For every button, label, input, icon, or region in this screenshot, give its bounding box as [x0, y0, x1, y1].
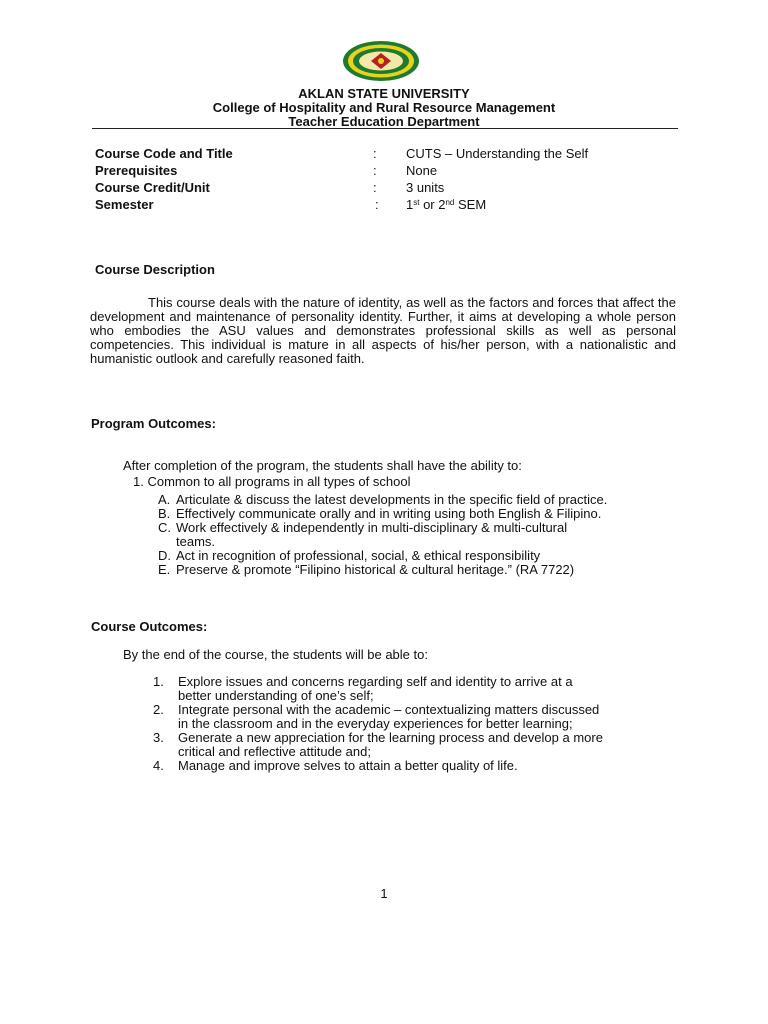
course-info-row	[95, 179, 655, 196]
program-outcomes-heading: Program Outcomes:	[91, 416, 216, 431]
program-outcome-letter: E.	[158, 562, 171, 577]
course-description-text: This course deals with the nature of identity, as well as the factors and forces that affect the development and maintenance of personality identity. Further, it aims at developing a whole person who embodies the ASU values and demonstrates professional skills as well as personal competencies. This individual is mature in all aspects of his/her person, with a nationalistic and humanistic outlook and carefully reasoned faith.	[90, 295, 676, 367]
course-outcome-text-continued: in the classroom and in the everyday experiences for better learning;	[178, 716, 573, 731]
course-description-heading: Course Description	[95, 262, 215, 277]
course-info-colon: :	[373, 163, 377, 178]
course-info-value: None	[406, 163, 438, 178]
program-outcome-text-continued: teams.	[176, 534, 216, 549]
course-info-row	[95, 145, 655, 162]
page-number: 1	[380, 886, 388, 901]
course-outcome-number: 2.	[153, 702, 164, 717]
course-outcome-number: 3.	[153, 730, 164, 745]
course-outcome-text: Manage and improve selves to attain a better quality of life.	[178, 758, 518, 773]
program-outcome-letter: B.	[158, 506, 171, 521]
program-outcome-text: Articulate & discuss the latest developments in the specific field of practice.	[176, 492, 608, 507]
course-outcomes-heading: Course Outcomes:	[91, 619, 208, 634]
course-info-label: Course Credit/Unit	[95, 180, 210, 195]
course-info-row	[95, 162, 655, 179]
university-name: AKLAN STATE UNIVERSITY	[298, 86, 470, 101]
program-outcome-text: Work effectively & independently in multi-disciplinary & multi-cultural	[176, 520, 568, 535]
course-info-colon: :	[373, 146, 377, 161]
program-outcome-text: Effectively communicate orally and in writing using both English & Filipino.	[176, 506, 602, 521]
header-divider	[92, 128, 678, 129]
course-info-row	[95, 196, 655, 213]
semester-value: 1st or 2nd SEM	[406, 197, 487, 212]
course-info-label: Prerequisites	[95, 163, 178, 178]
course-info-label: Semester	[95, 197, 154, 212]
course-info-label: Course Code and Title	[95, 146, 233, 161]
course-info-value: 3 units	[406, 180, 445, 195]
course-info-colon: :	[373, 180, 377, 195]
program-outcome-text: Preserve & promote “Filipino historical & cultural heritage.” (RA 7722)	[176, 562, 575, 577]
course-info-value: CUTS – Understanding the Self	[406, 146, 589, 161]
course-outcome-text-continued: critical and reflective attitude and;	[178, 744, 371, 759]
department-name: Teacher Education Department	[288, 114, 480, 129]
course-outcome-text: Explore issues and concerns regarding self and identity to arrive at a	[178, 674, 573, 689]
program-outcomes-group: 1. Common to all programs in all types of school	[133, 474, 411, 489]
program-outcome-text: Act in recognition of professional, social, & ethical responsibility	[176, 548, 541, 563]
college-name: College of Hospitality and Rural Resource Management	[212, 100, 556, 115]
university-seal-logo	[342, 40, 420, 82]
course-outcome-text: Generate a new appreciation for the learning process and develop a more	[178, 730, 603, 745]
program-outcomes-intro: After completion of the program, the students shall have the ability to:	[123, 458, 522, 473]
course-outcome-number: 4.	[153, 758, 164, 773]
course-outcomes-intro: By the end of the course, the students will be able to:	[123, 647, 428, 662]
course-outcome-text: Integrate personal with the academic – contextualizing matters discussed	[178, 702, 600, 717]
course-outcome-text-continued: better understanding of one’s self;	[178, 688, 374, 703]
program-outcome-letter: C.	[158, 520, 171, 535]
program-outcome-letter: D.	[158, 548, 171, 563]
course-info-colon: :	[375, 197, 379, 212]
program-outcome-letter: A.	[158, 492, 171, 507]
course-outcome-number: 1.	[153, 674, 164, 689]
